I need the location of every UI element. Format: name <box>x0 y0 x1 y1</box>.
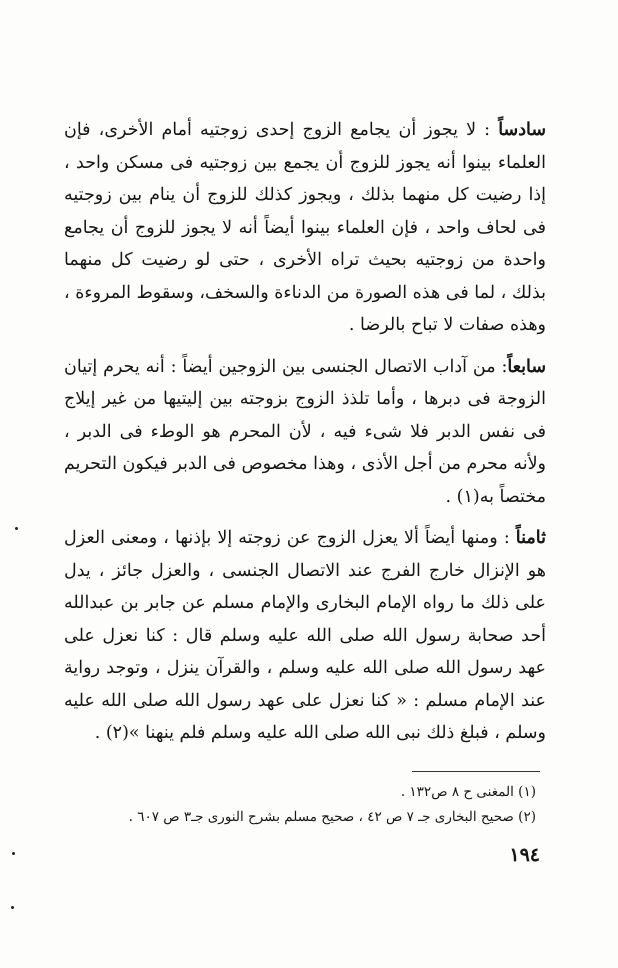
footnotes <box>64 780 536 830</box>
scan-speck <box>15 527 18 530</box>
paragraph-sixth <box>64 114 546 342</box>
paragraph-body: : ومنها أيضاً ألا يعزل الزوج عن زوجته إلا بإذنها ، ومعنى العزل هو الإنزال خارج الفرج عند الاتصال الجنسى ، والعزل جائز ، يدل على ذلك ما رواه الإمام البخارى والإمام مسلم عن جابر بن عبدالله أحد صحابة رسول الله صلى الله عليه وسلم قال : كنا نعزل على عهد رسول الله صلى الله عليه وسلم ، والقرآن ينزل ، وتوجد رواية عند الإمام مسلم : « كنا نعزل على عهد رسول الله صلى الله عليه وسلم ، فبلغ ذلك نبى الله صلى الله عليه وسلم فلم ينهنا »(٢) . <box>64 528 546 743</box>
paragraph-text <box>64 522 546 750</box>
main-text <box>64 114 546 759</box>
paragraph-body: : لا يجوز أن يجامع الزوج إحدى زوجتيه أمام الأخرى، فإن العلماء بينوا أنه يجوز للزوج أن يجمع بين زوجتيه فى مسكن واحد ، إذا رضيت كل منهما بذلك ، ويجوز كذلك للزوج أن ينام بين زوجتيه فى لحاف واحد ، فإن العلماء بينوا أيضاً أنه لا يجوز للزوج أن يجامع واحدة من زوجتيه بحيث تراه الأخرى ، حتى لو رضيت كل منهما بذلك ، لما فى هذه الصورة من الدناءة والسخف، وسقوط المروءة ، وهذه صفات لا تباح بالرضا . <box>64 120 546 335</box>
footnote-1: (١) المغنى ح ٨ ص١٣٢ . <box>400 784 536 800</box>
paragraph-eighth <box>64 522 546 750</box>
paragraph-body: : من آداب الاتصال الجنسى بين الزوجين أيضاً : أنه يحرم إتيان الزوجة فى دبرها ، وأما تلذذ الزوج بزوجته بين إليتيها من غير إيلاج فى نفس الدبر فلا شىء فيه ، لأن المحرم هو الوطء فى الدبر ، ولأنه محرم من أجل الأذى ، وهذا مخصوص فى الدبر فيكون التحريم مختصاً به(١) . <box>64 356 546 507</box>
paragraph-lead: سادساً <box>498 120 546 140</box>
paragraph-text <box>64 114 546 342</box>
scan-speck <box>11 906 14 909</box>
paragraph-lead: ثامناً <box>515 528 546 548</box>
paragraph-lead: سابعاً <box>507 356 546 377</box>
footnote-2: (٢) صحيح البخارى جـ ٧ ص ٤٢ ، صحيح مسلم بشرح النورى جـ٣ ص ٦٠٧ . <box>128 809 536 825</box>
scan-speck <box>12 852 15 855</box>
paragraph-text <box>64 351 546 514</box>
paragraph-seventh <box>64 351 546 514</box>
footnote-divider <box>412 771 540 772</box>
page-number: ١٩٤ <box>509 844 540 866</box>
